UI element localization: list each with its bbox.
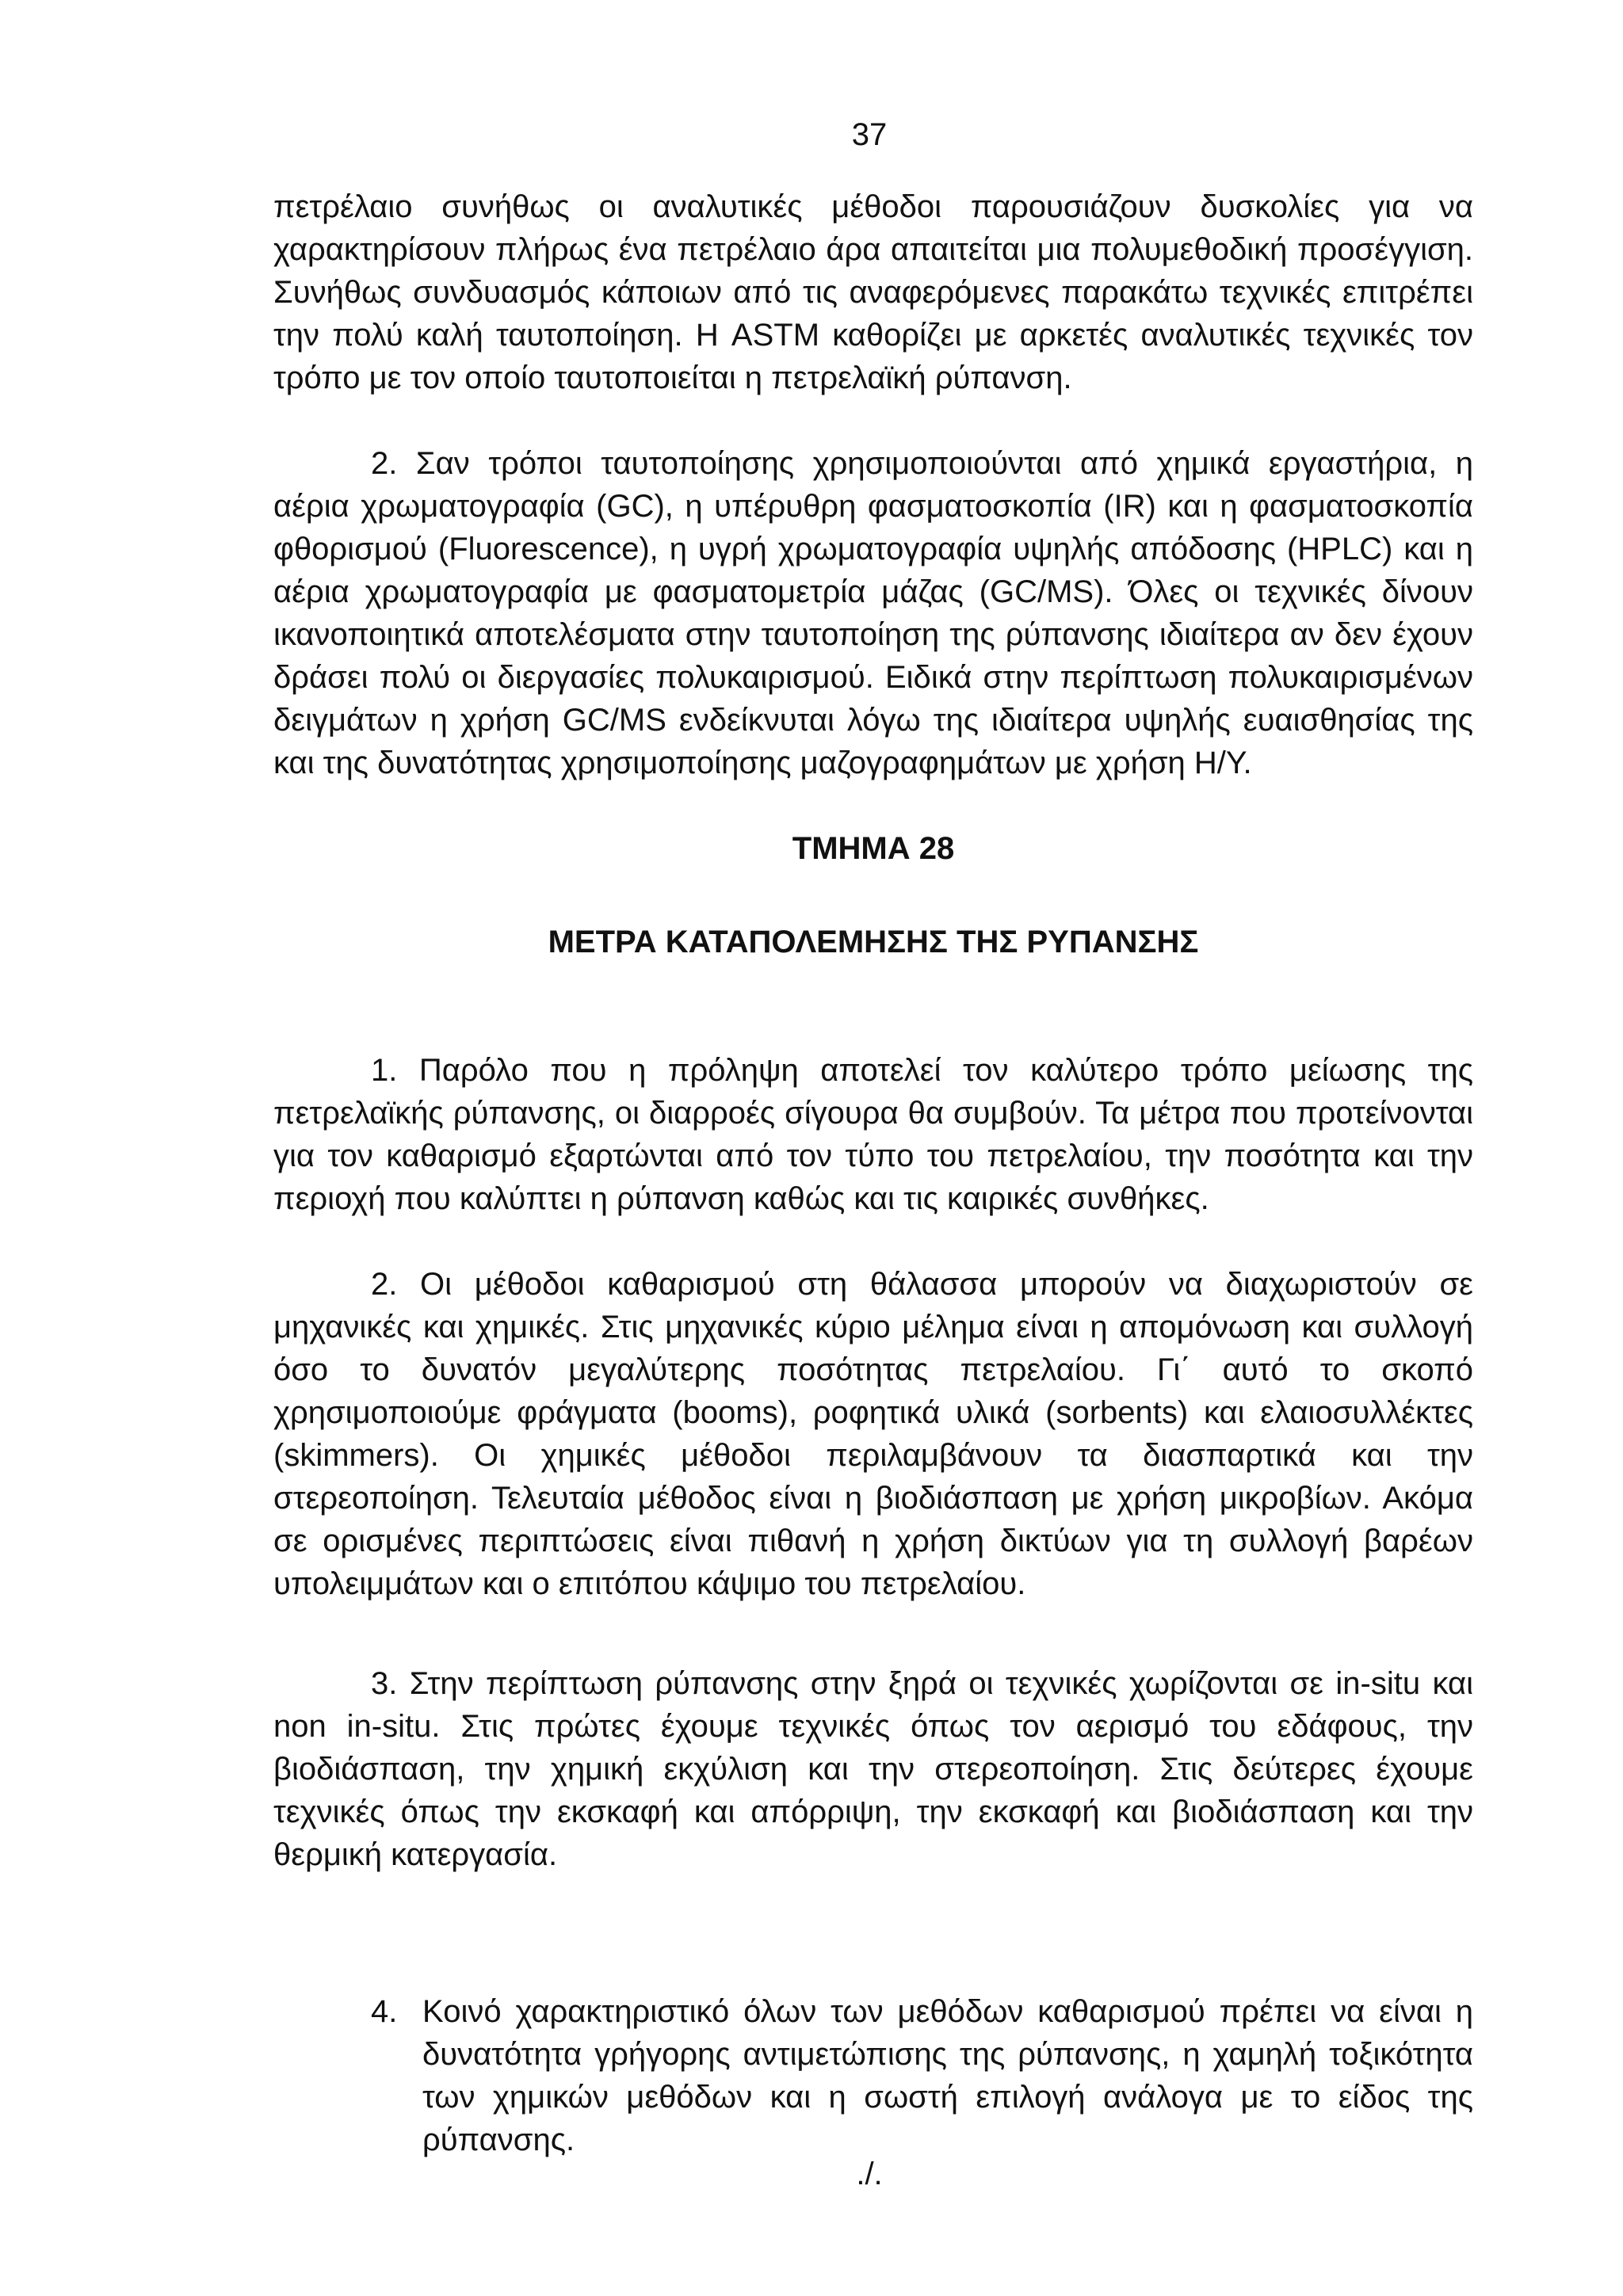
continuation-mark: ./. bbox=[856, 2157, 883, 2191]
list-item-text: Κοινό χαρακτηριστικό όλων των μεθόδων καθαρισμού πρέπει να είναι η δυνατότητα γρήγορης αντιμετώπισης της ρύπανσης, η χαμηλή τοξικότητα των χημικών μεθόδων και η σωστή επιλογή ανάλογα με το είδος της ρύπανσης. bbox=[422, 1994, 1473, 2157]
list-item-4 bbox=[273, 1990, 1473, 2161]
paragraph-prevention: 1. Παρόλο που η πρόληψη αποτελεί τον καλύτερο τρόπο μείωσης της πετρελαϊκής ρύπανσης, οι διαρροές σίγουρα θα συμβούν. Τα μέτρα που προτείνονται για τον καθαρισμό εξαρτώνται από τον τύπο του πετρελαίου, την ποσότητα και την περιοχή που καλύπτει η ρύπανση καθώς και τις καιρικές συνθήκες. bbox=[273, 1053, 1473, 1216]
paragraph-continued: πετρέλαιο συνήθως οι αναλυτικές μέθοδοι παρουσιάζουν δυσκολίες για να χαρακτηρίσουν πλήρως ένα πετρέλαιο άρα απαιτείται μια πολυμεθοδική προσέγγιση. Συνήθως συνδυασμός κάποιων από τις αναφερόμενες παρακάτω τεχνικές επιτρέπει την πολύ καλή ταυτοποίηση. Η ASTM καθορίζει με αρκετές αναλυτικές τεχνικές τον τρόπο με τον οποίο ταυτοποιείται η πετρελαϊκή ρύπανση. bbox=[273, 189, 1473, 395]
paragraph-sea-cleanup-methods: 2. Οι μέθοδοι καθαρισμού στη θάλασσα μπορούν να διαχωριστούν σε μηχανικές και χημικές. Στις μηχανικές κύριο μέλημα είναι η απομόνωση και συλλογή όσο το δυνατόν μεγαλύτερης ποσότητας πετρελαίου. Γι΄ αυτό το σκοπό χρησιμοποιούμε φράγματα (booms), ροφητικά υλικά (sorbents) και ελαιοσυλλέκτες (skimmers). Οι χημικές μέθοδοι περιλαμβάνουν τα διασπαρτικά και την στερεοποίηση. Τελευταία μέθοδος είναι η βιοδιάσπαση με χρήση μικροβίων. Ακόμα σε ορισμένες περιπτώσεις είναι πιθανή η χρήση δικτύων για τη συλλογή βαρέων υπολειμμάτων και ο επιτόπου κάψιμο του πετρελαίου. bbox=[273, 1267, 1473, 1601]
paragraph-identification-methods: 2. Σαν τρόποι ταυτοποίησης χρησιμοποιούνται από χημικά εργαστήρια, η αέρια χρωματογραφία (GC), η υπέρυθρη φασματοσκοπία (IR) και η φασματοσκοπία φθορισμού (Fluorescence), η υγρή χρωματογραφία υψηλής απόδοσης (HPLC) και η αέρια χρωματογραφία με φασματομετρία μάζας (GC/MS). Όλες οι τεχνικές δίνουν ικανοποιητικά αποτελέσματα στην ταυτοποίηση της ρύπανσης ιδιαίτερα αν δεν έχουν δράσει πολύ οι διεργασίες πολυκαιρισμού. Ειδικά στην περίπτωση πολυκαιρισμένων δειγμάτων η χρήση GC/MS ενδείκνυται λόγω της ιδιαίτερα υψηλής ευαισθησίας της και της δυνατότητας χρησιμοποίησης μαζογραφημάτων με χρήση Η/Υ. bbox=[273, 446, 1473, 780]
section-title: ΜΕΤΡΑ ΚΑΤΑΠΟΛΕΜΗΣΗΣ ΤΗΣ ΡΥΠΑΝΣΗΣ bbox=[548, 925, 1199, 959]
page-number: 37 bbox=[851, 117, 888, 152]
paragraph-land-cleanup-methods: 3. Στην περίπτωση ρύπανσης στην ξηρά οι τεχνικές χωρίζονται σε in-situ και non in-situ. Στις πρώτες έχουμε τεχνικές όπως τον αερισμό του εδάφους, την βιοδιάσπαση, την χημική εκχύλιση και την στερεοποίηση. Στις δεύτερες έχουμε τεχνικές όπως την εκσκαφή και απόρριψη, την εκσκαφή και βιοδιάσπαση και την θερμική κατεργασία. bbox=[273, 1666, 1473, 1872]
page-body bbox=[273, 185, 1473, 2161]
section-number: ΤΜΗΜΑ 28 bbox=[792, 831, 955, 866]
list-item-number: 4. bbox=[371, 1994, 398, 2029]
